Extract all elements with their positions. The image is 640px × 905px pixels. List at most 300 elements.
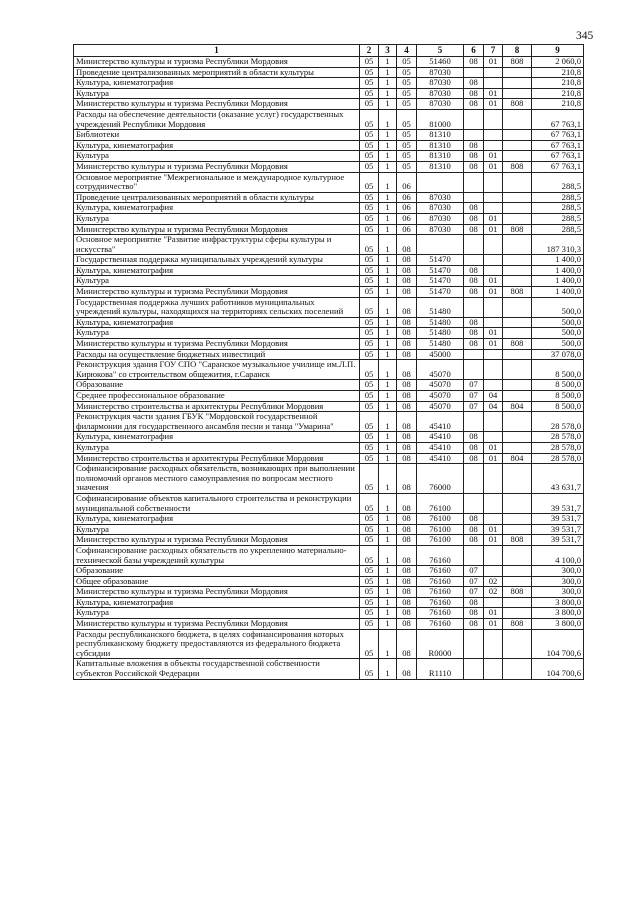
table-row <box>74 464 584 494</box>
row-name-cell: Культура, кинематография <box>74 317 360 328</box>
row-name-cell: Культура, кинематография <box>74 140 360 151</box>
subsection-cell <box>484 130 503 141</box>
code-cell: 06 <box>397 213 417 224</box>
section-cell: 08 <box>464 339 484 350</box>
code-cell: 1 <box>379 172 397 192</box>
target-code-cell: 51480 <box>417 328 464 339</box>
ministry-code-cell: 808 <box>503 161 532 172</box>
table-row <box>74 99 584 110</box>
code-cell: 05 <box>397 151 417 162</box>
row-name-cell: Министерство строительства и архитектуры Республики Мордовия <box>74 401 360 412</box>
code-cell: 08 <box>397 587 417 598</box>
ministry-code-cell <box>503 608 532 619</box>
code-cell: 1 <box>379 412 397 432</box>
subsection-cell: 01 <box>484 619 503 630</box>
section-cell <box>464 235 484 255</box>
code-cell: 1 <box>379 151 397 162</box>
section-cell: 08 <box>464 535 484 546</box>
target-code-cell: 45410 <box>417 432 464 443</box>
table-row <box>74 619 584 630</box>
table-row <box>74 317 584 328</box>
code-cell: 05 <box>360 659 379 679</box>
section-cell <box>464 659 484 679</box>
code-cell: 05 <box>360 161 379 172</box>
target-code-cell: 45000 <box>417 349 464 360</box>
subsection-cell <box>484 235 503 255</box>
subsection-cell: 01 <box>484 213 503 224</box>
amount-cell: 1 400,0 <box>532 287 584 298</box>
ministry-code-cell <box>503 380 532 391</box>
table-row <box>74 659 584 679</box>
row-name-cell: Культура <box>74 524 360 535</box>
table-row <box>74 412 584 432</box>
section-cell: 07 <box>464 391 484 402</box>
target-code-cell: 81310 <box>417 130 464 141</box>
row-name-cell: Основное мероприятие "Межрегиональное и международное культурное сотрудничество" <box>74 172 360 192</box>
table-row <box>74 597 584 608</box>
code-cell: 05 <box>360 535 379 546</box>
column-header: 8 <box>503 45 532 57</box>
subsection-cell <box>484 659 503 679</box>
code-cell: 1 <box>379 401 397 412</box>
ministry-code-cell <box>503 328 532 339</box>
target-code-cell: R0000 <box>417 629 464 659</box>
code-cell: 1 <box>379 140 397 151</box>
code-cell: 05 <box>360 442 379 453</box>
target-code-cell: 76100 <box>417 493 464 513</box>
code-cell: 08 <box>397 493 417 513</box>
code-cell: 08 <box>397 619 417 630</box>
table-row <box>74 453 584 464</box>
code-cell: 1 <box>379 99 397 110</box>
ministry-code-cell <box>503 213 532 224</box>
target-code-cell: 87030 <box>417 99 464 110</box>
code-cell: 1 <box>379 566 397 577</box>
table-row <box>74 224 584 235</box>
section-cell <box>464 109 484 129</box>
section-cell: 08 <box>464 514 484 525</box>
section-cell: 08 <box>464 151 484 162</box>
amount-cell: 67 763,1 <box>532 161 584 172</box>
target-code-cell: 81000 <box>417 109 464 129</box>
code-cell: 05 <box>397 109 417 129</box>
target-code-cell: 76100 <box>417 535 464 546</box>
subsection-cell <box>484 566 503 577</box>
target-code-cell: 76160 <box>417 597 464 608</box>
target-code-cell: 76160 <box>417 608 464 619</box>
subsection-cell: 04 <box>484 401 503 412</box>
row-name-cell: Министерство культуры и туризма Республики Мордовия <box>74 339 360 350</box>
section-cell: 08 <box>464 140 484 151</box>
table-row <box>74 401 584 412</box>
table-row <box>74 576 584 587</box>
ministry-code-cell: 808 <box>503 224 532 235</box>
section-cell: 08 <box>464 442 484 453</box>
code-cell: 1 <box>379 391 397 402</box>
code-cell: 1 <box>379 514 397 525</box>
target-code-cell: 51470 <box>417 255 464 266</box>
section-cell <box>464 130 484 141</box>
target-code-cell: 76160 <box>417 566 464 577</box>
ministry-code-cell <box>503 151 532 162</box>
subsection-cell <box>484 464 503 494</box>
row-name-cell: Софинансирование объектов капитального строительства и реконструкции муниципальной собственности <box>74 493 360 513</box>
row-name-cell: Культура <box>74 328 360 339</box>
section-cell: 08 <box>464 78 484 89</box>
column-header: 7 <box>484 45 503 57</box>
code-cell: 05 <box>360 99 379 110</box>
target-code-cell: 45410 <box>417 442 464 453</box>
table-row <box>74 566 584 577</box>
section-cell: 08 <box>464 619 484 630</box>
code-cell: 1 <box>379 659 397 679</box>
code-cell: 1 <box>379 265 397 276</box>
table-row <box>74 140 584 151</box>
code-cell: 06 <box>397 192 417 203</box>
ministry-code-cell: 808 <box>503 99 532 110</box>
target-code-cell: 87030 <box>417 213 464 224</box>
code-cell: 08 <box>397 545 417 565</box>
section-cell: 08 <box>464 224 484 235</box>
ministry-code-cell <box>503 576 532 587</box>
row-name-cell: Государственная поддержка муниципальных учреждений культуры <box>74 255 360 266</box>
amount-cell: 210,8 <box>532 99 584 110</box>
table-row <box>74 213 584 224</box>
code-cell: 05 <box>360 629 379 659</box>
table-row <box>74 360 584 380</box>
code-cell: 08 <box>397 576 417 587</box>
ministry-code-cell <box>503 88 532 99</box>
ministry-code-cell <box>503 545 532 565</box>
code-cell: 05 <box>360 401 379 412</box>
code-cell: 05 <box>360 597 379 608</box>
code-cell: 05 <box>360 453 379 464</box>
ministry-code-cell <box>503 524 532 535</box>
section-cell: 08 <box>464 608 484 619</box>
amount-cell: 500,0 <box>532 297 584 317</box>
code-cell: 08 <box>397 349 417 360</box>
target-code-cell: 51470 <box>417 287 464 298</box>
ministry-code-cell: 808 <box>503 287 532 298</box>
column-header: 6 <box>464 45 484 57</box>
table-row <box>74 587 584 598</box>
section-cell: 07 <box>464 566 484 577</box>
code-cell: 1 <box>379 78 397 89</box>
row-name-cell: Реконструкция здания ГОУ СПО "Саранское музыкальное училище им.Л.П. Кирюкова" со строительством общежития, г.Саранск <box>74 360 360 380</box>
amount-cell: 187 310,3 <box>532 235 584 255</box>
code-cell: 1 <box>379 276 397 287</box>
code-cell: 05 <box>397 78 417 89</box>
section-cell <box>464 297 484 317</box>
table-row <box>74 349 584 360</box>
code-cell: 08 <box>397 442 417 453</box>
row-name-cell: Министерство культуры и туризма Республики Мордовия <box>74 287 360 298</box>
code-cell: 1 <box>379 360 397 380</box>
code-cell: 1 <box>379 576 397 587</box>
code-cell: 1 <box>379 67 397 78</box>
ministry-code-cell <box>503 67 532 78</box>
subsection-cell <box>484 265 503 276</box>
target-code-cell: 45410 <box>417 453 464 464</box>
code-cell: 08 <box>397 360 417 380</box>
row-name-cell: Министерство культуры и туризма Республики Мордовия <box>74 57 360 68</box>
code-cell: 05 <box>397 140 417 151</box>
code-cell: 08 <box>397 629 417 659</box>
amount-cell: 288,5 <box>532 203 584 214</box>
amount-cell: 67 763,1 <box>532 109 584 129</box>
ministry-code-cell <box>503 349 532 360</box>
section-cell: 08 <box>464 99 484 110</box>
code-cell: 05 <box>360 88 379 99</box>
section-cell: 07 <box>464 587 484 598</box>
amount-cell: 300,0 <box>532 566 584 577</box>
ministry-code-cell <box>503 265 532 276</box>
code-cell: 1 <box>379 587 397 598</box>
amount-cell: 39 531,7 <box>532 535 584 546</box>
code-cell: 1 <box>379 213 397 224</box>
ministry-code-cell: 808 <box>503 57 532 68</box>
amount-cell: 104 700,6 <box>532 659 584 679</box>
code-cell: 1 <box>379 287 397 298</box>
amount-cell: 210,8 <box>532 88 584 99</box>
amount-cell: 8 500,0 <box>532 401 584 412</box>
ministry-code-cell <box>503 360 532 380</box>
code-cell: 1 <box>379 524 397 535</box>
amount-cell: 28 578,0 <box>532 442 584 453</box>
table-row <box>74 276 584 287</box>
code-cell: 05 <box>360 339 379 350</box>
budget-table-body <box>74 45 584 680</box>
subsection-cell <box>484 360 503 380</box>
section-cell <box>464 493 484 513</box>
ministry-code-cell <box>503 78 532 89</box>
code-cell: 1 <box>379 535 397 546</box>
subsection-cell <box>484 297 503 317</box>
code-cell: 1 <box>379 203 397 214</box>
target-code-cell: 76000 <box>417 464 464 494</box>
amount-cell: 37 078,0 <box>532 349 584 360</box>
row-name-cell: Образование <box>74 566 360 577</box>
code-cell: 05 <box>360 255 379 266</box>
row-name-cell: Расходы на осуществление бюджетных инвестиций <box>74 349 360 360</box>
subsection-cell <box>484 597 503 608</box>
ministry-code-cell <box>503 412 532 432</box>
code-cell: 05 <box>360 287 379 298</box>
section-cell: 08 <box>464 88 484 99</box>
target-code-cell: 87030 <box>417 203 464 214</box>
target-code-cell: 76100 <box>417 524 464 535</box>
amount-cell: 39 531,7 <box>532 524 584 535</box>
subsection-cell: 01 <box>484 99 503 110</box>
subsection-cell: 02 <box>484 576 503 587</box>
row-name-cell: Культура <box>74 88 360 99</box>
target-code-cell: 51470 <box>417 265 464 276</box>
table-row <box>74 203 584 214</box>
table-row <box>74 287 584 298</box>
amount-cell: 28 578,0 <box>532 453 584 464</box>
table-row <box>74 88 584 99</box>
amount-cell: 67 763,1 <box>532 130 584 141</box>
amount-cell: 288,5 <box>532 224 584 235</box>
code-cell: 06 <box>397 172 417 192</box>
code-cell: 08 <box>397 276 417 287</box>
code-cell: 08 <box>397 514 417 525</box>
table-row <box>74 78 584 89</box>
row-name-cell: Культура <box>74 442 360 453</box>
code-cell: 05 <box>360 464 379 494</box>
subsection-cell: 01 <box>484 224 503 235</box>
table-row <box>74 57 584 68</box>
section-cell: 07 <box>464 576 484 587</box>
subsection-cell: 01 <box>484 535 503 546</box>
code-cell: 05 <box>360 203 379 214</box>
section-cell <box>464 349 484 360</box>
code-cell: 1 <box>379 109 397 129</box>
budget-table <box>73 44 584 680</box>
code-cell: 1 <box>379 130 397 141</box>
subsection-cell: 01 <box>484 57 503 68</box>
row-name-cell: Культура <box>74 276 360 287</box>
code-cell: 05 <box>360 576 379 587</box>
code-cell: 05 <box>397 99 417 110</box>
ministry-code-cell <box>503 192 532 203</box>
amount-cell: 67 763,1 <box>532 151 584 162</box>
ministry-code-cell <box>503 464 532 494</box>
target-code-cell: 81310 <box>417 151 464 162</box>
code-cell: 05 <box>360 608 379 619</box>
table-row <box>74 161 584 172</box>
ministry-code-cell <box>503 255 532 266</box>
table-row <box>74 151 584 162</box>
table-row <box>74 380 584 391</box>
code-cell: 08 <box>397 297 417 317</box>
subsection-cell: 04 <box>484 391 503 402</box>
table-row <box>74 172 584 192</box>
ministry-code-cell: 804 <box>503 453 532 464</box>
code-cell: 08 <box>397 412 417 432</box>
section-cell: 08 <box>464 57 484 68</box>
section-cell <box>464 255 484 266</box>
code-cell: 08 <box>397 265 417 276</box>
row-name-cell: Министерство культуры и туризма Республики Мордовия <box>74 161 360 172</box>
column-header: 9 <box>532 45 584 57</box>
section-cell <box>464 172 484 192</box>
code-cell: 05 <box>360 172 379 192</box>
amount-cell: 288,5 <box>532 213 584 224</box>
row-name-cell: Культура, кинематография <box>74 514 360 525</box>
row-name-cell: Министерство строительства и архитектуры Республики Мордовия <box>74 453 360 464</box>
code-cell: 05 <box>360 412 379 432</box>
ministry-code-cell <box>503 172 532 192</box>
target-code-cell: 51480 <box>417 339 464 350</box>
table-row <box>74 328 584 339</box>
target-code-cell <box>417 235 464 255</box>
code-cell: 05 <box>397 67 417 78</box>
code-cell: 05 <box>360 297 379 317</box>
code-cell: 1 <box>379 317 397 328</box>
amount-cell: 210,8 <box>532 67 584 78</box>
code-cell: 05 <box>360 619 379 630</box>
section-cell: 07 <box>464 401 484 412</box>
code-cell: 1 <box>379 464 397 494</box>
code-cell: 05 <box>360 514 379 525</box>
target-code-cell: 81310 <box>417 161 464 172</box>
section-cell <box>464 192 484 203</box>
code-cell: 08 <box>397 432 417 443</box>
subsection-cell <box>484 140 503 151</box>
row-name-cell: Государственная поддержка лучших работников муниципальных учреждений культуры, находящихся на территориях сельских поселений <box>74 297 360 317</box>
section-cell <box>464 67 484 78</box>
code-cell: 08 <box>397 566 417 577</box>
section-cell <box>464 629 484 659</box>
column-header: 3 <box>379 45 397 57</box>
subsection-cell <box>484 78 503 89</box>
row-name-cell: Софинансирование расходных обязательств, возникающих при выполнении полномочий органов местного самоуправления по вопросам местного значения <box>74 464 360 494</box>
subsection-cell <box>484 412 503 432</box>
target-code-cell: 76160 <box>417 619 464 630</box>
amount-cell: 43 631,7 <box>532 464 584 494</box>
section-cell: 08 <box>464 432 484 443</box>
code-cell: 1 <box>379 255 397 266</box>
subsection-cell: 01 <box>484 88 503 99</box>
amount-cell: 8 500,0 <box>532 360 584 380</box>
row-name-cell: Культура <box>74 213 360 224</box>
code-cell: 08 <box>397 597 417 608</box>
section-cell: 08 <box>464 453 484 464</box>
code-cell: 05 <box>360 587 379 598</box>
ministry-code-cell <box>503 317 532 328</box>
code-cell: 08 <box>397 235 417 255</box>
table-row <box>74 265 584 276</box>
amount-cell: 1 400,0 <box>532 265 584 276</box>
section-cell: 08 <box>464 317 484 328</box>
target-code-cell: 51480 <box>417 297 464 317</box>
section-cell: 08 <box>464 161 484 172</box>
code-cell: 05 <box>360 78 379 89</box>
table-row <box>74 255 584 266</box>
section-cell <box>464 464 484 494</box>
target-code-cell: 87030 <box>417 192 464 203</box>
row-name-cell: Министерство культуры и туризма Республики Мордовия <box>74 99 360 110</box>
amount-cell: 288,5 <box>532 192 584 203</box>
code-cell: 08 <box>397 391 417 402</box>
amount-cell: 104 700,6 <box>532 629 584 659</box>
code-cell: 05 <box>360 57 379 68</box>
subsection-cell <box>484 255 503 266</box>
subsection-cell: 01 <box>484 287 503 298</box>
code-cell: 1 <box>379 432 397 443</box>
code-cell: 08 <box>397 535 417 546</box>
code-cell: 05 <box>360 213 379 224</box>
column-header: 1 <box>74 45 360 57</box>
row-name-cell: Софинансирование расходных обязательств по укреплению материально-технической базы учреждений культуры <box>74 545 360 565</box>
target-code-cell: 87030 <box>417 88 464 99</box>
row-name-cell: Реконструкция части здания ГБУК "Мордовской государственной филармонии для государственного ансамбля песни и танца "Умарина" <box>74 412 360 432</box>
row-name-cell: Министерство культуры и туризма Республики Мордовия <box>74 587 360 598</box>
ministry-code-cell <box>503 442 532 453</box>
code-cell: 06 <box>397 203 417 214</box>
code-cell: 1 <box>379 597 397 608</box>
code-cell: 1 <box>379 192 397 203</box>
ministry-code-cell <box>503 276 532 287</box>
code-cell: 1 <box>379 161 397 172</box>
code-cell: 05 <box>360 192 379 203</box>
subsection-cell <box>484 629 503 659</box>
code-cell: 05 <box>397 130 417 141</box>
target-code-cell: 87030 <box>417 67 464 78</box>
row-name-cell: Среднее профессиональное образование <box>74 391 360 402</box>
table-row <box>74 514 584 525</box>
